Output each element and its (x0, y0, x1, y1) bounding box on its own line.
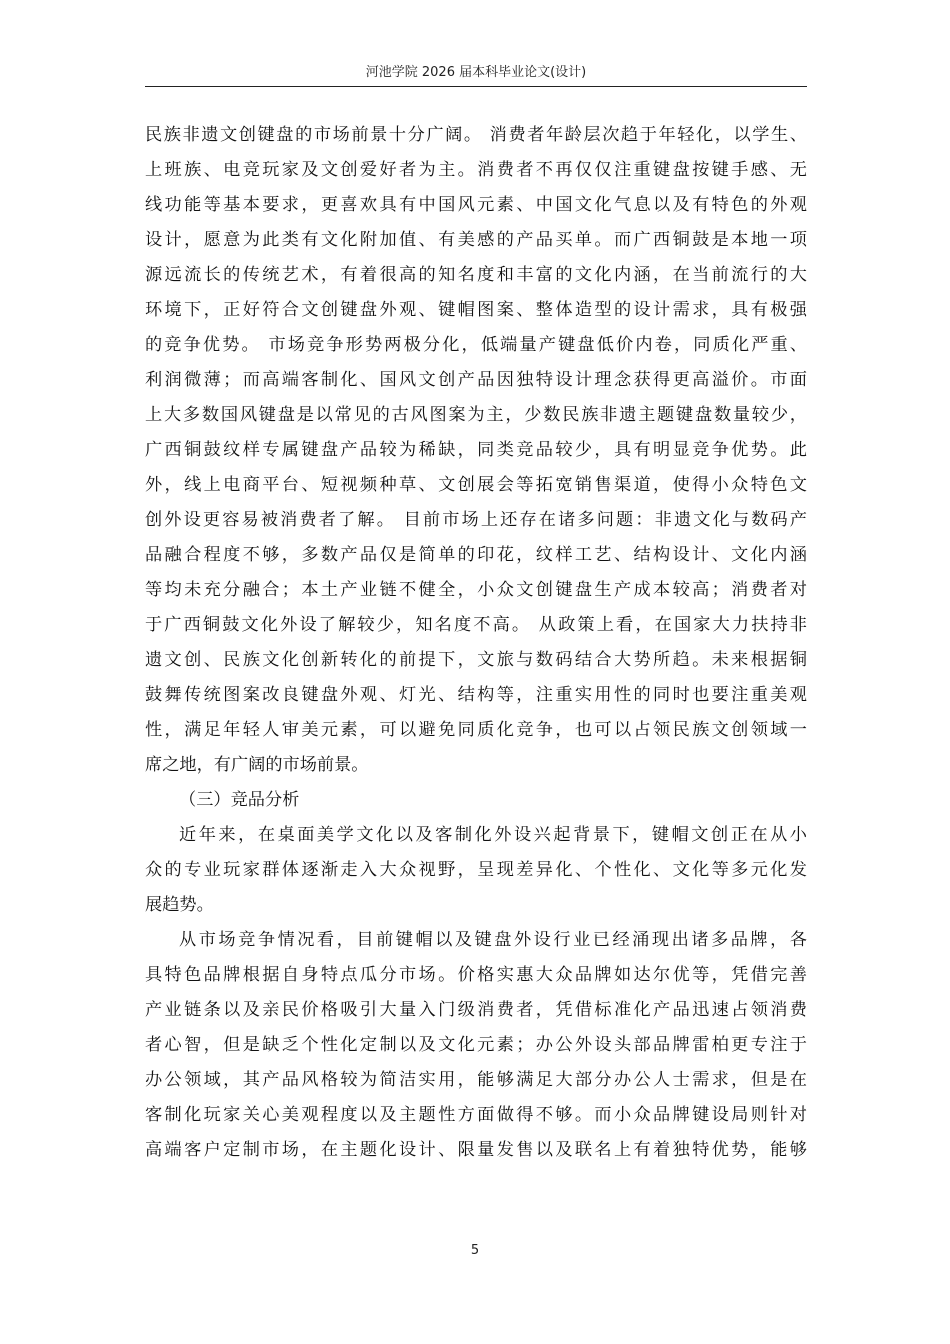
text-line: 于广西铜鼓文化外设了解较少，知名度不高。 从政策上看，在国家大力扶持非 (145, 615, 807, 635)
text-line: 高端客户定制市场，在主题化设计、限量发售以及联名上有着独特优势，能够 (145, 1140, 807, 1160)
text-line: 品融合程度不够，多数产品仅是简单的印花，纹样工艺、结构设计、文化内涵 (145, 545, 807, 565)
text-line: 设计，愿意为此类有文化附加值、有美感的产品买单。而广西铜鼓是本地一项 (145, 230, 807, 250)
text-line: 具特色品牌根据自身特点瓜分市场。价格实惠大众品牌如达尔优等，凭借完善 (145, 965, 807, 985)
body-text (145, 118, 807, 1168)
section-heading: （三）竞品分析 (179, 790, 300, 810)
text-line: 民族非遗文创键盘的市场前景十分广阔。 消费者年龄层次趋于年轻化，以学生、 (145, 125, 807, 145)
text-line: 产业链条以及亲民价格吸引大量入门级消费者，凭借标准化产品迅速占领消费 (145, 1000, 807, 1020)
text-line: 的竞争优势。 市场竞争形势两极分化，低端量产键盘低价内卷，同质化严重、 (145, 335, 807, 355)
text-line: 客制化玩家关心美观程度以及主题性方面做得不够。而小众品牌键设局则针对 (145, 1105, 807, 1125)
text-line: 者心智，但是缺乏个性化定制以及文化元素；办公外设头部品牌雷柏更专注于 (145, 1035, 807, 1055)
text-line: 广西铜鼓纹样专属键盘产品较为稀缺，同类竞品较少，具有明显竞争优势。此 (145, 440, 807, 460)
text-line: 创外设更容易被消费者了解。 目前市场上还存在诸多问题：非遗文化与数码产 (145, 510, 807, 530)
text-line: 上班族、电竞玩家及文创爱好者为主。消费者不再仅仅注重键盘按键手感、无 (145, 160, 807, 180)
text-line: 席之地，有广阔的市场前景。 (145, 755, 369, 775)
text-line: 上大多数国风键盘是以常见的古风图案为主，少数民族非遗主题键盘数量较少， (145, 405, 807, 425)
text-line: 等均未充分融合；本土产业链不健全，小众文创键盘生产成本较高；消费者对 (145, 580, 807, 600)
text-line: 鼓舞传统图案改良键盘外观、灯光、结构等，注重实用性的同时也要注重美观 (145, 685, 807, 705)
text-line: 利润微薄；而高端客制化、国风文创产品因独特设计理念获得更高溢价。市面 (145, 370, 807, 390)
text-line: 遗文创、民族文化创新转化的前提下，文旅与数码结合大势所趋。未来根据铜 (145, 650, 807, 670)
text-line: 外，线上电商平台、短视频种草、文创展会等拓宽销售渠道，使得小众特色文 (145, 475, 807, 495)
text-line: 环境下，正好符合文创键盘外观、键帽图案、整体造型的设计需求，具有极强 (145, 300, 807, 320)
text-line: 线功能等基本要求，更喜欢具有中国风元素、中国文化气息以及有特色的外观 (145, 195, 807, 215)
text-line: 众的专业玩家群体逐渐走入大众视野，呈现差异化、个性化、文化等多元化发 (145, 860, 807, 880)
page-number: 5 (470, 1243, 480, 1258)
text-line: 展趋势。 (145, 895, 214, 915)
text-line: 源远流长的传统艺术，有着很高的知名度和丰富的文化内涵，在当前流行的大 (145, 265, 807, 285)
text-line: 从市场竞争情况看，目前键帽以及键盘外设行业已经涌现出诸多品牌，各 (179, 930, 807, 950)
header-rule (145, 86, 807, 87)
running-header: 河池学院 2026 届本科毕业论文(设计) (365, 65, 587, 80)
text-line: 近年来，在桌面美学文化以及客制化外设兴起背景下，键帽文创正在从小 (179, 825, 807, 845)
text-line: 性，满足年轻人审美元素，可以避免同质化竞争，也可以占领民族文创领域一 (145, 720, 807, 740)
text-line: 办公领域，其产品风格较为简洁实用，能够满足大部分办公人士需求，但是在 (145, 1070, 807, 1090)
